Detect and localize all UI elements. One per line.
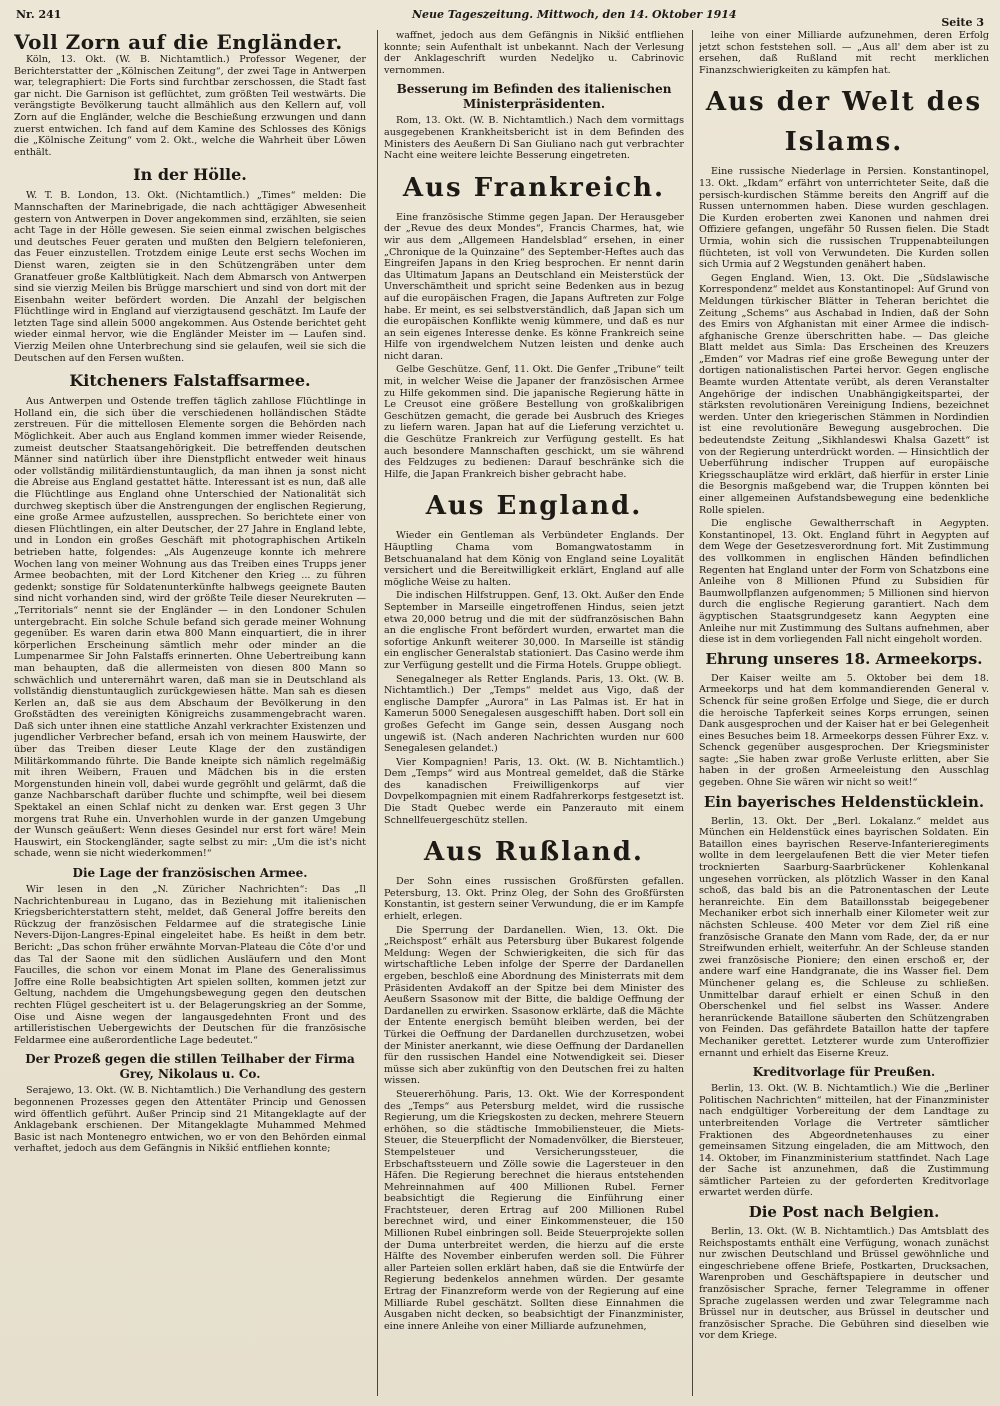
article-ehrung: Der Kaiser weilte am 5. Oktober bei dem 18. Armeekorps und hat dem kommandierenden General v. Schenck für seine großen Erfolge und Siege, die er durch die heroische Tapferkeit seines Korps errungen, seinen Dank ausgesprochen und der Kaiser hat er bei Gelegenheit eines Besuches beim 18. Armeekorps dessen Führer Exz. v. Schenck gegenüber ausgesprochen. Der Kriegsminister sagte: „Sie haben zwar große Verluste erlitten, aber Sie haben in der großen Armeeleistung den Ausschlag gegeben. Ohne Sie wären wir nicht so weit!“ <box>699 672 989 789</box>
columns <box>14 30 988 1396</box>
article-prozess: Serajewo, 13. Okt. (W. B. Nichtamtlich.) Die Verhandlung des gestern begonnenen Prozesses gegen den Attentäter Princip und Genossen wird öffentlich geführt. Außer Princip sind 21 Mitangeklagte auf der Anklagebank erschienen. Der Mitangeklagte Muhammed Mehmed Basic ist nach Montenegro entwichen, wo er von den Behörden einmal verhaftet, jedoch aus dem Gefängnis in Nikšić entfliehen konnte; <box>14 1085 366 1155</box>
headline-besserung: Besserung im Befinden des italienischen Ministerpräsidenten. <box>396 82 672 112</box>
headline-zorn: Voll Zorn auf die Engländer. <box>14 30 343 54</box>
headline-lage: Die Lage der französischen Armee. <box>72 866 308 880</box>
headline-bayern: Ein bayerisches Heldenstücklein. <box>703 792 985 811</box>
article-kitchener: Aus Antwerpen und Ostende treffen täglich zahllose Flüchtlinge in Holland ein, die sich über die verschiedenen holländischen Städte zerstreuen. Für die mittellosen Elemente sorgen die Behörden nach Möglichkeit. Aber auch aus England kommen immer wieder Reisende, zumeist deutscher Staatsangehörigkeit. Die betreffenden deutschen Männer sind natürlich über ihre Dienstpflicht entweder weit hinaus oder vollständig militärdienstuntauglich, da man ihnen ja sonst nicht die Abreise aus England gestattet hätte. Interessant ist es nun, daß alle die Flüchtlinge aus England ohne Unterschied der Nationalität sich durchweg skeptisch über die Anstrengungen der englischen Regierung, eine große Armee aufzustellen, aussprechen. So berichtete einer von diesen Flüchtlingen, ein alter Deutscher, der 27 Jahre in England lebte, und in London ein großes Geschäft mit photographischen Artikeln betrieben hatte, folgendes: „Als Augenzeuge konnte ich mehrere Wochen lang von meiner Wohnung aus das Treiben eines Trupps jener Armee beobachten, mit der Lord Kitchener den Krieg ... zu führen gedenkt; sonstige für Soldatenunterkünfte halbwegs geeignete Bauten sind nicht vorhanden sind, wird der größte Teile dieser Neurekruten — „Territorials“ nennt sie der Engländer — in den Londoner Schulen untergebracht. Ein solche Schule befand sich gerade meiner Wohnung gegenüber. Es waren darin etwa 800 Mann einquartiert, die in ihrer körperlichen Erscheinung sämtlich mehr oder minder an die Lumpenarmee Sir John Falstaffs erinnerten. Ohne Uebertreibung kann man behaupten, daß die allermeisten von diesen 800 Mann so schwächlich und unterernährt waren, daß man sie in Deutschland als vollständig dienstuntauglich zurückgewiesen hätte. Man sah es diesen Kerlen an, daß sie aus dem Abschaum der Bevölkerung in den Großstädten des vereinigten Königreichs zusammengebracht waren. Daß sich unter ihnen eine stattliche Anzahl verkrachter Existenzen und jugendlicher Verbrecher befand, ersah ich von meinem Hauswirte, der über das Treiben dieser Leute Klage der den zuständigen Militärkommando führte. Die Bande kneipte sich nämlich regelmäßig mit ihren Weibern, Frauen und Mädchen bis in die ersten Morgenstunden hinein voll, dabei wurde gegröhlt und gelärmt, daß die ganze Nachbarschaft darüber fluchte und schimpfte, weil bei diesem Spektakel an einen Schlaf nicht zu denken war. Erst gegen 3 Uhr morgens trat Ruhe ein. Unverhohlen wurde in der ganzen Umgebung der Wunsch geäußert: Wenn dieses Gesindel nur erst fort wäre! Mein Hauswirt, ein Stockengländer, sagte selbst zu mir: „Um die ist's nicht schade, wenn sie nicht wiederkommen!“ <box>14 396 366 860</box>
column-rule <box>377 30 378 1396</box>
headline-russland: Aus Rußland. <box>424 837 644 868</box>
article-kredit: Berlin, 13. Okt. (W. B. Nichtamtlich.) Wie die „Berliner Politischen Nachrichten“ mitteilen, hat der Finanzminister nach endgültiger Vorbereitung der dem Landtage zu unterbreitenden Vorlage die Vertreter sämtlicher Fraktionen des Abgeordnetenhauses zu einer gemeinsamen Sitzung eingeladen, die am Mittwoch, den 14. Oktober, im Finanzministerium stattfindet. Nach Lage der Sache ist anzunehmen, daß die Zustimmung sämtlicher Parteien zu der geforderten Kreditvorlage erwartet werden dürfe. <box>699 1083 989 1199</box>
article-russland-1: Der Sohn eines russischen Großfürsten gefallen. Petersburg, 13. Okt. Prinz Oleg, der Sohn des Großfürsten Konstantin, ist gestern seiner Verwundung, die er im Kampfe erhielt, erlegen. <box>384 876 684 923</box>
headline-ehrung: Ehrung unseres 18. Armeekorps. <box>705 649 983 668</box>
headline-england: Aus England. <box>425 491 643 522</box>
column-2 <box>384 30 684 1396</box>
headline-kredit: Kreditvorlage für Preußen. <box>752 1065 936 1080</box>
column-3 <box>699 30 989 1396</box>
newspaper-date-line: Neue Tageszeitung. Mittwoch, den 14. Oktober 1914 <box>412 8 737 21</box>
article-frankreich-2: Gelbe Geschütze. Genf, 11. Okt. Die Genfer „Tribune“ teilt mit, in welcher Weise die Japaner der französischen Armee zu Hilfe gekommen sind. Die japanische Regierung hätte in Le Creusot eine größere Bestellung von großkalibrigen Geschützen gemacht, die gerade bei Ausbruch des Krieges zu liefern waren. Japan hat auf die Lieferung verzichtet u. die Geschütze Frankreich zur Verfügung gestellt. Es hat auch besondere Mannschaften geschickt, um sie während des Feldzuges zu bedienen: Darauf beschränke sich die Hilfe, die Japan Frankreich bisher gebracht habe. <box>384 364 684 480</box>
headline-post: Die Post nach Belgien. <box>748 1203 940 1222</box>
article-islam-2: Gegen England. Wien, 13. Okt. Die „Südslawische Korrespondenz“ meldet aus Konstantinopel: Auf Grund von Meldungen türkischer Blätter in Teheran berichtet die Zeitung „Schems“ aus Aschabad in Indien, daß der Sohn des Emirs von Afghanistan mit einer Armee die indisch-afghanische Grenze überschritten habe. — Das gleiche Blatt meldet aus Simla: Das Erscheinen des Kreuzers „Emden“ vor Madras rief eine große Bewegung unter der dortigen nationalistischen Partei hervor. Gegen englische Beamte wurden Attentate verübt, als deren Veranstalter Angehörige der indischen Unabhängigkeitspartei, der stärksten revolutionären Vereinigung Indiens, bezeichnet werden. Unter den kriegerischen Stämmen in Nordindien ist eine revolutionäre Bewegung ausgebrochen. Die bedeutendste Zeitung „Sikhlandeswi Khalsa Gazett“ ist von der Regierung unterdrückt worden. — Hinsichtlich der Ueberführung indischer Truppen auf europäische Kriegsschauplätze wird erklärt, daß hierfür in erster Linie die Besorgnis maßgebend war, die Truppen könnten bei einer allgemeinen Aufstandsbewegung eine bedenkliche Rolle spielen. <box>699 272 989 516</box>
issue-number: Nr. 241 <box>16 8 62 21</box>
headline-kitchener: Kitcheners Falstaffsarmee. <box>69 371 311 391</box>
article-russland-3: Steuererhöhung. Paris, 13. Okt. Wie der Korrespondent des „Temps“ aus Petersburg meldet, wird die russische Regierung, um die Kriegskosten zu decken, mehrere Steuern erhöhen, so die städtische Immobiliensteuer, die Miets-Steuer, die Steuerpflicht der Nomadenvölker, die Biersteuer, Stempelsteuer und Versicherungssteuer, die Erbschaftssteuern und Zölle sowie die Lagersteuer in den Häfen. Die Regierung berechnet die hieraus entstehenden Mehreinnahmen auf 400 Millionen Rubel. Ferner beabsichtigt die Regierung die Einführung einer Frachtsteuer, deren Ertrag auf 200 Millionen Rubel berechnet wird, und einer Einkommensteuer, die 150 Millionen Rubel einbringen soll. Beide Steuerprojekte sollen der Duma unterbreitet werden, die hierzu auf die erste Hälfte des November einberufen werden soll. Die Führer aller Parteien sollen erklärt haben, daß sie die Entwürfe der Regierung bedenkelos annehmen würden. Der gesamte Ertrag der Finanzreform werde von der Regierung auf eine Milliarde Rubel geschätzt. Sollten diese Einnahmen die Ausgaben nicht decken, so beabsichtigt der Finanzminister, eine innere Anleihe von einer Milliarde aufzunehmen, <box>384 1088 684 1332</box>
article-hoelle: W. T. B. London, 13. Okt. (Nichtamtlich.) „Times“ melden: Die Mannschaften der Marinebrigade, die nach achttägiger Abwesenheit gestern von Antwerpen in Dover angekommen sind, erzählten, sie seien acht Tage in der Hölle gewesen. Sie seien einmal zwischen belgisches und deutsches Feuer geraten und mußten den Belgiern telefonieren, das Feuer einzustellen. Trotzdem einige Leute erst sechs Wochen im Dienst waren, zeigten sie in den Schützengräben unter dem Granatfeuer große Kaltblütigkeit. Nach dem Abmarsch von Antwerpen sind sie vierzig Meilen bis Brügge marschiert und sind von dort mit der Eisenbahn weiter befördert worden. Die Anzahl der belgischen Flüchtlinge wird in England auf vierzigtausend geschätzt. Im Laufe der letzten Tage sind allein 5000 angekommen. Aus Ostende berichtet geht wieder einmal hervor, wie die Engländer Meister im — Laufen sind. Vierzig Meilen ohne Unterbrechung sind sie gelaufen, weil sie sich die Deutschen auf den Fersen wußten. <box>14 190 366 364</box>
article-england-2: Die indischen Hilfstruppen. Genf, 13. Okt. Außer den Ende September in Marseille eingetroffenen Hindus, seien jetzt etwa 20,000 betrug und die mit der südfranzösischen Bahn an die englische Front befördert wurden, erwartet man die sofortige Ankunft weiterer 30,000. In Marseille ist ständig ein englischer Generalstab stationiert. Das Casino werde ihm zur Verfügung gestellt und die Firma Hotels. Gruppe obliegt. <box>384 590 684 671</box>
article-frankreich-1: Eine französische Stimme gegen Japan. Der Herausgeber der „Revue des deux Mondes“, Francis Charmes, hat, wie wir aus dem „Allgemeen Handelsblad“ ersehen, in einer „Chronique de la Quinzaine“ des September-Heftes auch das Eingreifen Japans in den Krieg besprochen. Er nennt darin das Ultimatum Japans an Deutschland ein Meisterstück der Unverschämtheit und spricht seine Bedenken aus in bezug auf die europäischen Fragen, die Japans Auftreten zur Folge habe. Er meint, es sei selbstverständlich, daß Japan sich um die europäischen Konflikte wenig kümmere, und daß es nur an sein eigenes Interesse denke. Es könne Frankreich seine Hilfe von irgendwelchem Nutzen leisten und denke auch nicht daran. <box>384 211 684 362</box>
masthead <box>14 6 988 29</box>
headline-prozess: Der Prozeß gegen die stillen Teilhaber der Firma Grey, Nikolaus u. Co. <box>25 1052 355 1082</box>
article-lage: Wir lesen in den „N. Züricher Nachrichten“: Das „Il Nachrichtenbureau in Lugano, das in Beziehung mit italienischen Kriegsberichterstattern steht, meldet, daß General Joffre bereits den Rückzug der französischen Feldarmee auf die strategische Linie Nevers-Dijon-Langres-Epinal eingeleitet habe. Es heißt in dem betr. Bericht: „Das schon früher erwähnte Morvan-Plateau die Côte d'or und das Tal der Saone mit den südlichen Ausläufern und den Mont Faucilles, die schon vor einem Monat im Plane des Generalissimus Joffre eine Rolle beabsichtigten Art spielen sollten, kommen jetzt zur Geltung, nachdem die Umgehungsbewegung gegen den deutschen rechten Flügel gescheitert ist u. der Belagerungskrieg an der Somme, Oise und Aisne wegen der langausgedehnten Front und des artilleristischen Uebergewichts der Deutschen für die französische Feldarmee eine außerordentliche Lage bedeutet.“ <box>14 884 366 1046</box>
headline-hoelle: In der Hölle. <box>133 165 247 185</box>
column-1 <box>14 30 372 1396</box>
article-islam-1: Eine russische Niederlage in Persien. Konstantinopel, 13. Okt. „Ikdam“ erfährt von unterrichteter Seite, daß die persisch-kurdischen Stämme bereits den Angriff auf die Russen unternommen haben. Diese wurden geschlagen. Die Kurden eroberten zwei Kanonen und nahmen drei Offiziere gefangen, ungefähr 50 Russen fielen. Die Stadt Urmia, wohin sich die russischen Truppenabteilungen flüchteten, ist voll von Verwundeten. Die Kurden sollen sich Urmia auf 2 Wegstunden genähert haben. <box>699 166 989 271</box>
article-russland-2: Die Sperrung der Dardanellen. Wien, 13. Okt. Die „Reichspost“ erhält aus Petersburg über Bukarest folgende Meldung: Wegen der Schwierigkeiten, die sich für das wirtschaftliche Leben infolge der Sperre der Dardanellen ergeben, beschloß eine Abordnung des Ministerrats mit dem Präsidenten Avdakoff an der Spitze bei dem Minister des Aeußern Ssasonow mit der Bitte, die baldige Oeffnung der Dardanellen zu erwirken. Ssasonow erklärte, daß die Mächte der Entente energisch bemüht bleiben werden, bei der Türkei die Oeffnung der Dardanellen durchzusetzen, wobei der Minister anerkannt, wie diese Oeffnung der Dardanellen für den russischen Handel eine Notwendigkeit sei. Dieser müsse sich aber zukünftig von den Deutschen frei zu halten wissen. <box>384 924 684 1087</box>
headline-islam: Aus der Welt des Islams. <box>705 87 983 158</box>
article-bayern: Berlin, 13. Okt. Der „Berl. Lokalanz.“ meldet aus München ein Heldenstück eines bayrischen Soldaten. Ein Bataillon eines bayrischen Reserve-Infanterieregiments wollte in dem leergelaufenen Bett die vier Meter tiefen trocknierten Saarburg-Saarbrückener Kohlenkanal ungesehen vorrücken, als plötzlich Wasser in den Kanal schoß, das bald bis an die Patronentaschen der Leute heranreichte. Ein dem Bataillonsstab beigegebener Mechaniker erbot sich innerhalb einer Kilometer weit zur nächsten Schleuse. 400 Meter vor dem Ziel riß eine französische Granate den Mann vom Rade, der, da er nur Streifwunden erhielt, weiterfuhr. An der Schleuse standen zwei französische Pioniere; den einen erschoß er, der andere warf eine Handgranate, die ins Wasser fiel. Dem Münchener gelang es, die Schleuse zu schließen. Unmittelbar darauf erhielt er einen Schuß in den Oberschenkel und fiel selbst ins Wasser. Andere heranrückende Bataillone säuberten den Schützengraben von Feinden. Das gefährdete Bataillon hatte der tapfere Mechaniker gerettet. Letzterer wurde zum Unteroffizier ernannt und erhielt das Eiserne Kreuz. <box>699 815 989 1059</box>
page-number: Seite 3 <box>941 16 984 29</box>
headline-frankreich: Aus Frankreich. <box>402 172 666 203</box>
article-england-1: Wieder ein Gentleman als Verbündeter Englands. Der Häuptling Chama vom Bomangwatostamm in Betschuanaland hat dem König von England seine Loyalität versichert und die Bereitwilligkeit erklärt, England auf alle mögliche Weise zu halten. <box>384 530 684 588</box>
article-england-3: Senegalneger als Retter Englands. Paris, 13. Okt. (W. B. Nichtamtlich.) Der „Temps“ meldet aus Vigo, daß der englische Dampfer „Aurora“ in Las Palmas ist. Er hat in Kamerun 5000 Senegalesen ausgeschifft haben. Dort soll ein großes Gefecht im Gange sein, dessen Ausgang noch ungewiß ist. (Nach anderen Nachrichten wurden nur 600 Senegalesen gelandet.) <box>384 673 684 755</box>
article-england-4: Vier Kompagnien! Paris, 13. Okt. (W. B. Nichtamtlich.) Dem „Temps“ wird aus Montreal gemeldet, daß die Stärke des kanadischen Freiwilligenkorps auf vier Dovpelkompagnien mit einem Radfahrerkorps festgesetzt ist. Die Stadt Quebec werde ein Panzerauto mit einem Schnellfeuergeschütz stellen. <box>384 756 684 826</box>
article-islam-3: Die englische Gewaltherrschaft in Aegypten. Konstantinopel, 13. Okt. England führt in Aegypten auf dem Wege der Gesetzesverordnung fort. Mit Zustimmung des vollkommen in englischen Händen befindlichen Regenten hat England unter der Form von Schatzbons eine Anleihe von 8 Millionen Pfund zu Subsidien für Baumwollpflanzen aufgenommen; 5 Millionen sind hiervon durch die englische Regierung garantiert. Nach dem ägyptischen Staatsgrundgesetz kann Aegypten eine Anleihe nur mit Zustimmung des Sultans aufnehmen, aber diese ist in dem vorliegenden Fall nicht eingeholt worden. <box>699 518 989 646</box>
column-rule <box>692 30 693 1396</box>
article-continued: waffnet, jedoch aus dem Gefängnis in Nikšić entfliehen konnte; sein Aufenthalt ist unbekannt. Nach der Verlesung der Anklageschrift wurden Nedeljko u. Cabrinovic vernommen. <box>384 30 684 76</box>
article-post: Berlin, 13. Okt. (W. B. Nichtamtlich.) Das Amtsblatt des Reichspostamts enthält eine Verfügung, wonach zunächst nur zwischen Deutschland und Brüssel gewöhnliche und eingeschriebene offene Briefe, Postkarten, Drucksachen, Warenproben und Geschäftspapiere in deutscher und französischer Sprache, ferner Telegramme in offener Sprache zugelassen werden und zwar Telegramme nach Brüssel nur in deutscher, aus Brüssel in deutscher und französischer Sprache. Die Gebühren sind dieselben wie vor dem Kriege. <box>699 1226 989 1342</box>
article-zorn: Köln, 13. Okt. (W. B. Nichtamtlich.) Professor Wegener, der Berichterstatter der „Kölnischen Zeitung“, der zwei Tage in Antwerpen war, telegraphiert: Die Forts sind furchtbar zerschossen, die Stadt fast gar nicht. Die Garnison ist geflüchtet, zum größten Teil westwärts. Die verängstigte Bevölkerung taucht allmählich aus den Kellern auf, voll Zorn auf die Engländer, welche die Beschießung erzwungen und dann zuerst entwichen. Ich fand auf dem Kamine des Schlosses des Königs die „Kölnische Zeitung“ vom 2. Okt., welche die Wahrheit über Löwen enthält. <box>14 54 366 158</box>
article-besserung: Rom, 13. Okt. (W. B. Nichtamtlich.) Nach dem vormittags ausgegebenen Krankheitsbericht ist in dem Befinden des Ministers des Aeußern Di San Giuliano nach gut verbrachter Nacht eine weitere leichte Besserung eingetreten. <box>384 115 684 162</box>
article-continued: leihe von einer Milliarde aufzunehmen, deren Erfolg jetzt schon feststehen soll. — „Aus all' dem aber ist zu ersehen, daß Rußland mit recht merklichen Finanzschwierigkeiten zu kämpfen hat. <box>699 30 989 76</box>
